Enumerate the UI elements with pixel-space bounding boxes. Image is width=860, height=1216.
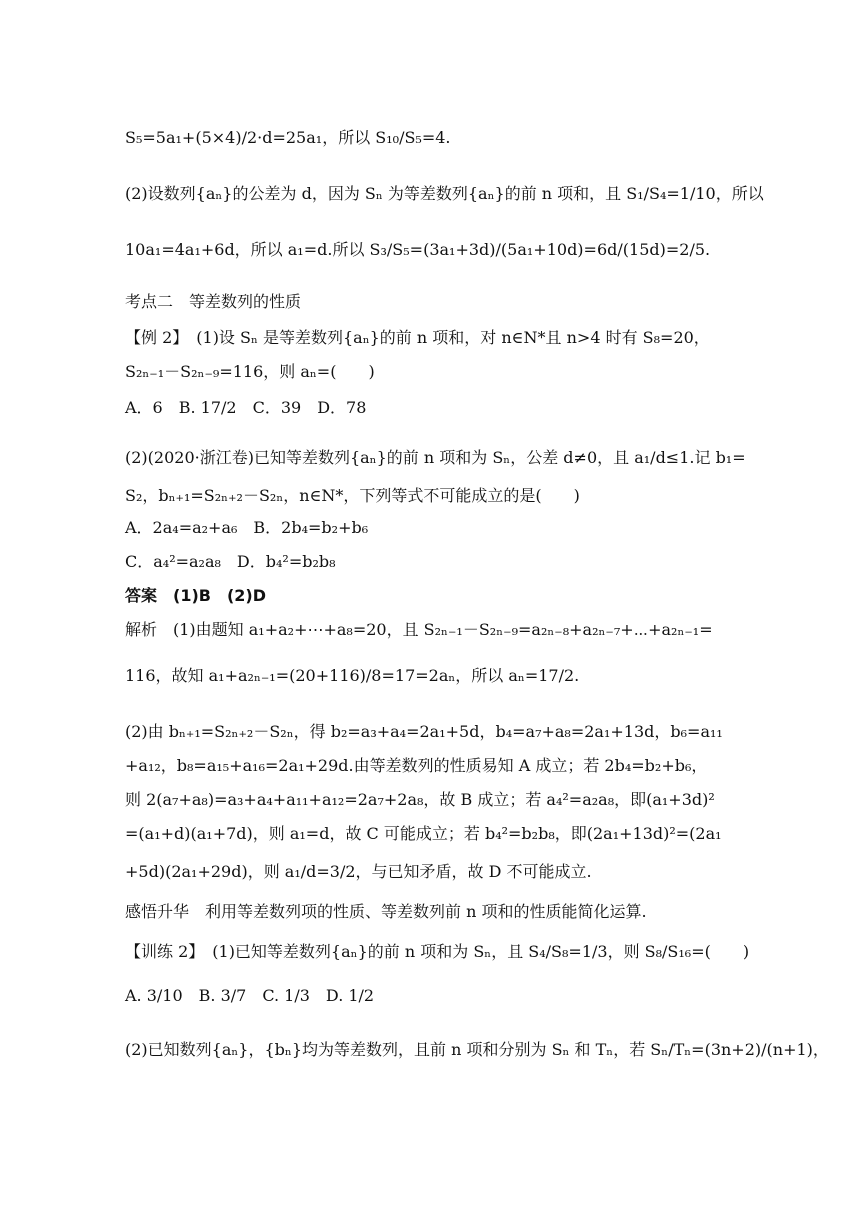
training-2-line-1: 【训练 2】 (1)已知等差数列{aₙ}的前 n 项和为 Sₙ，且 S₄/S₈=1/3，则 S₈/S₁₆=( )	[125, 942, 750, 961]
solution-line-6: =(a₁+d)(a₁+7d)，则 a₁=d，故 C 可能成立；若 b₄²=b₂b₈，即(2a₁+13d)²=(2a₁	[125, 824, 722, 843]
solution-line-7: +5d)(2a₁+29d)，则 a₁/d=3/2，与已知矛盾，故 D 不可能成立.	[125, 862, 592, 881]
example-2-options: A．6 B. 17/2 C．39 D．78	[125, 398, 367, 417]
example-2-part2-line-1: (2)(2020·浙江卷)已知等差数列{aₙ}的前 n 项和为 Sₙ，公差 d≠0，且 a₁/d≤1.记 b₁=	[125, 448, 746, 467]
example-2-line-1: 【例 2】 (1)设 Sₙ 是等差数列{aₙ}的前 n 项和，对 n∈N*且 n>4 时有 S₈=20，	[125, 328, 710, 347]
answer-line: 答案 (1)B (2)D	[125, 586, 266, 605]
section-heading: 考点二 等差数列的性质	[125, 292, 302, 311]
training-2-options: A. 3/10 B. 3/7 C. 1/3 D. 1/2	[125, 986, 375, 1005]
training-2-part2-line-1: (2)已知数列{aₙ}，{bₙ}均为等差数列，且前 n 项和分别为 Sₙ 和 Tₙ，若 Sₙ/Tₙ=(3n+2)/(n+1)，	[125, 1040, 829, 1059]
example-2-line-2: S₂ₙ₋₁－S₂ₙ₋₉=116，则 aₙ=( )	[125, 362, 375, 381]
text-line-1: S₅=5a₁+(5×4)/2·d=25a₁，所以 S₁₀/S₅=4.	[125, 128, 451, 147]
text-line-2: (2)设数列{aₙ}的公差为 d，因为 Sₙ 为等差数列{aₙ}的前 n 项和，且 S₁/S₄=1/10，所以	[125, 184, 764, 203]
solution-line-4: +a₁₂，b₈=a₁₅+a₁₆=2a₁+29d.由等差数列的性质易知 A 成立；若 2b₄=b₂+b₆，	[125, 756, 708, 775]
insight-line: 感悟升华 利用等差数列项的性质、等差数列前 n 项和的性质能简化运算.	[125, 902, 647, 921]
example-2-part2-line-2: S₂，bₙ₊₁=S₂ₙ₊₂－S₂ₙ，n∈N*，下列等式不可能成立的是( )	[125, 486, 580, 505]
example-2-part2-options-cd: C．a₄²=a₂a₈ D．b₄²=b₂b₈	[125, 552, 336, 571]
solution-line-2: 116，故知 a₁+a₂ₙ₋₁=(20+116)/8=17=2aₙ，所以 aₙ=17/2.	[125, 666, 580, 685]
solution-line-1: 解析 (1)由题知 a₁+a₂+⋯+a₈=20，且 S₂ₙ₋₁－S₂ₙ₋₉=a₂ₙ₋₈+a₂ₙ₋₇+⋯+a₂ₙ₋₁=	[125, 620, 713, 639]
text-line-3: 10a₁=4a₁+6d，所以 a₁=d.所以 S₃/S₅=(3a₁+3d)/(5a₁+10d)=6d/(15d)=2/5.	[125, 240, 711, 259]
solution-line-5: 则 2(a₇+a₈)=a₃+a₄+a₁₁+a₁₂=2a₇+2a₈，故 B 成立；若 a₄²=a₂a₈，即(a₁+3d)²	[125, 790, 715, 809]
example-2-part2-options-ab: A．2a₄=a₂+a₆ B．2b₄=b₂+b₆	[125, 518, 369, 537]
solution-line-3: (2)由 bₙ₊₁=S₂ₙ₊₂－S₂ₙ，得 b₂=a₃+a₄=2a₁+5d，b₄=a₇+a₈=2a₁+13d，b₆=a₁₁	[125, 722, 723, 741]
